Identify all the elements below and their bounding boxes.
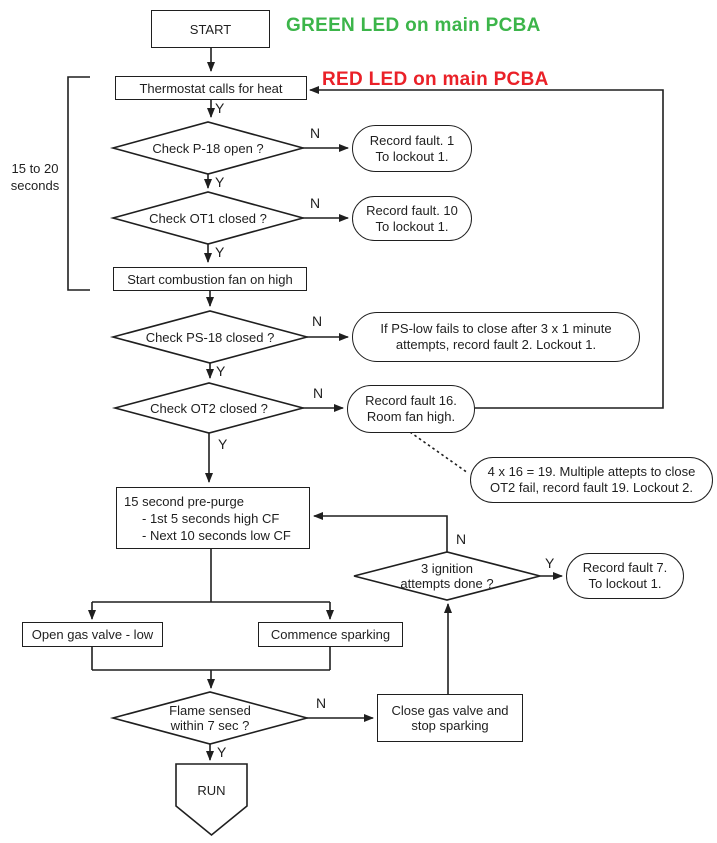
node-thermostat-label: Thermostat calls for heat <box>139 80 283 96</box>
node-combustion-fan <box>113 267 307 291</box>
node-start <box>151 10 270 48</box>
edge-label-flame-yes: Y <box>217 744 227 760</box>
diamond-check-ps18 <box>113 311 307 363</box>
diamond-check-ot2 <box>115 383 303 433</box>
fault-7-line2: To lockout 1. <box>588 576 662 591</box>
node-fault-16 <box>347 385 475 433</box>
fault-10-line2: To lockout 1. <box>375 218 449 234</box>
edge-label-ot1-yes: Y <box>215 244 225 260</box>
edge-label-thermostat-yes: Y <box>215 100 225 116</box>
node-pre-purge <box>116 487 310 549</box>
fault-10-line1: Record fault. 10 <box>366 202 458 218</box>
edge-label-ps18-yes: Y <box>216 363 226 379</box>
fault-1-line2: To lockout 1. <box>375 148 449 164</box>
diamond-check-p18 <box>113 122 303 174</box>
edge-label-ps18-no: N <box>312 313 323 329</box>
fault-2-line2: attempts, record fault 2. Lockout 1. <box>395 337 597 352</box>
check-p18-text: Check P-18 open ? <box>152 141 264 156</box>
fault-1-line1: Record fault. 1 <box>369 132 455 148</box>
edge-label-ignition-yes: Y <box>545 555 555 571</box>
node-fault-7 <box>566 553 684 599</box>
node-open-gas-valve <box>22 622 163 647</box>
green-led-label: GREEN LED on main PCBA <box>286 15 541 36</box>
fault-2-line1: If PS-low fails to close after 3 x 1 minute <box>380 321 612 336</box>
red-led-label: RED LED on main PCBA <box>322 69 549 90</box>
timing-label-line1: 15 to 20 <box>11 161 59 176</box>
edge-label-p18-no: N <box>310 125 321 141</box>
diamond-check-ot1 <box>113 192 303 244</box>
edge-ignition-no-to-prepurge <box>314 516 447 552</box>
fault-16-line1: Record fault 16. <box>365 393 457 408</box>
node-fault-19-note <box>470 457 713 503</box>
fault-19-line1: 4 x 16 = 19. Multiple attepts to close <box>487 464 696 479</box>
node-start-label: START <box>189 21 232 37</box>
ignition-attempts-line2: attempts done ? <box>400 576 494 591</box>
pre-purge-line1: 15 second pre-purge <box>124 493 244 509</box>
node-open-gas-valve-label: Open gas valve - low <box>31 627 154 642</box>
node-fault-1 <box>352 125 472 172</box>
node-commence-sparking-label: Commence sparking <box>270 627 391 642</box>
edge-label-ot2-yes: Y <box>218 436 228 452</box>
timing-label <box>6 160 64 194</box>
edge-fault16-note-dashed <box>410 432 468 473</box>
diamond-ignition-attempts <box>354 552 540 600</box>
edge-label-ignition-no: N <box>456 531 467 547</box>
fault-16-line2: Room fan high. <box>366 409 456 424</box>
flame-sensed-line2: within 7 sec ? <box>170 718 250 733</box>
node-fault-10 <box>352 196 472 241</box>
node-combustion-fan-label: Start combustion fan on high <box>127 271 293 287</box>
edge-label-ot2-no: N <box>313 385 324 401</box>
run-terminator-shape <box>176 764 247 835</box>
timing-label-line2: seconds <box>10 178 60 193</box>
flame-sensed-line1: Flame sensed <box>169 703 251 718</box>
close-gas-valve-line1: Close gas valve and <box>391 703 509 718</box>
pre-purge-line2: - 1st 5 seconds high CF <box>142 510 280 526</box>
close-gas-valve-line2: stop sparking <box>411 718 489 733</box>
node-fault-2 <box>352 312 640 362</box>
check-ot2-text: Check OT2 closed ? <box>150 401 268 416</box>
node-commence-sparking <box>258 622 403 647</box>
pre-purge-line3: - Next 10 seconds low CF <box>142 527 291 543</box>
edge-label-p18-yes: Y <box>215 174 225 190</box>
node-thermostat <box>115 76 307 100</box>
diamond-flame-sensed <box>113 692 307 744</box>
ignition-attempts-line1: 3 ignition <box>420 561 474 576</box>
fault-7-line1: Record fault 7. <box>582 560 668 575</box>
fault-19-line2: OT2 fail, record fault 19. Lockout 2. <box>489 480 694 495</box>
run-text: RUN <box>197 783 226 798</box>
check-ot1-text: Check OT1 closed ? <box>149 211 267 226</box>
edge-label-flame-no: N <box>316 695 327 711</box>
timing-bracket <box>68 77 90 290</box>
check-ps18-text: Check PS-18 closed ? <box>145 330 275 345</box>
node-close-gas-valve <box>377 694 523 742</box>
edge-label-ot1-no: N <box>310 195 321 211</box>
